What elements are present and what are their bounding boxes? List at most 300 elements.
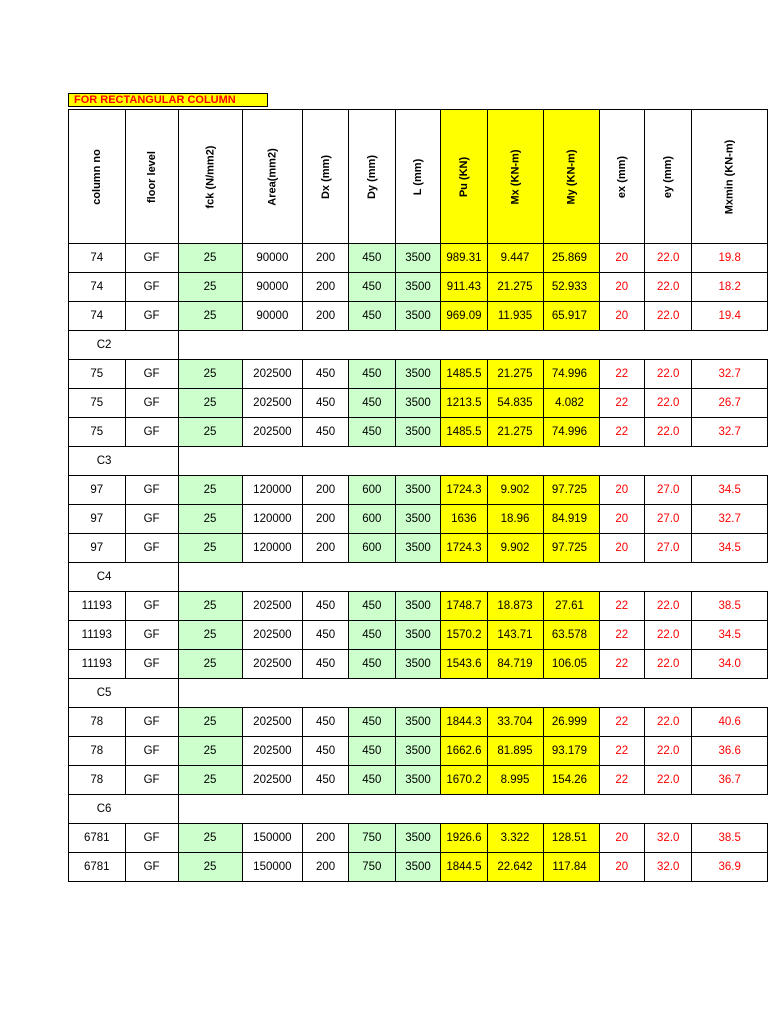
header-label: column no — [90, 148, 103, 205]
cell-ex[interactable]: 20 — [599, 824, 645, 853]
cell-column-no[interactable]: 75 — [69, 418, 126, 447]
header-floor-level[interactable] — [125, 110, 178, 244]
cell-mxmin[interactable]: 26.7 — [692, 389, 768, 418]
cell-my[interactable]: 128.51 — [543, 824, 599, 853]
empty-cell — [645, 563, 692, 592]
empty-cell — [645, 679, 692, 708]
cell-floor-level[interactable]: GF — [125, 418, 178, 447]
group-label-cell[interactable]: C6 — [69, 795, 126, 824]
cell-floor-level[interactable]: GF — [125, 708, 178, 737]
cell-mxmin[interactable]: 18.2 — [692, 273, 768, 302]
cell-mxmin[interactable]: 19.8 — [692, 244, 768, 273]
empty-cell — [487, 331, 543, 360]
cell-column-no[interactable]: 78 — [69, 708, 126, 737]
group-label-row — [69, 563, 768, 592]
cell-dx[interactable]: 200 — [303, 853, 349, 882]
cell-column-no[interactable]: 74 — [69, 244, 126, 273]
cell-floor-level[interactable]: GF — [125, 360, 178, 389]
table-row — [69, 360, 768, 389]
cell-length[interactable]: 3500 — [395, 273, 441, 302]
cell-dy[interactable]: 450 — [349, 389, 396, 418]
cell-dx[interactable]: 450 — [303, 360, 349, 389]
cell-mxmin[interactable]: 38.5 — [692, 824, 768, 853]
empty-cell — [178, 331, 242, 360]
header-label: My (KN-m) — [565, 149, 577, 204]
empty-cell[interactable] — [125, 679, 178, 708]
empty-cell — [395, 795, 441, 824]
cell-mx[interactable]: 21.275 — [487, 273, 543, 302]
cell-ex[interactable]: 20 — [599, 302, 645, 331]
cell-fck[interactable]: 25 — [178, 273, 242, 302]
cell-floor-level[interactable]: GF — [125, 650, 178, 679]
cell-dx[interactable]: 450 — [303, 389, 349, 418]
cell-mxmin[interactable]: 34.5 — [692, 534, 768, 563]
cell-dy[interactable]: 750 — [349, 853, 396, 882]
empty-cell — [303, 795, 349, 824]
cell-area[interactable]: 202500 — [242, 418, 303, 447]
cell-mx[interactable]: 9.902 — [487, 476, 543, 505]
cell-column-no[interactable]: 97 — [69, 476, 126, 505]
cell-fck[interactable]: 25 — [178, 476, 242, 505]
cell-pu[interactable]: 1213.5 — [441, 389, 487, 418]
cell-fck[interactable]: 25 — [178, 360, 242, 389]
cell-dx[interactable]: 200 — [303, 534, 349, 563]
cell-pu[interactable]: 1844.5 — [441, 853, 487, 882]
cell-mx[interactable]: 9.902 — [487, 534, 543, 563]
empty-cell — [178, 795, 242, 824]
cell-mxmin[interactable]: 19.4 — [692, 302, 768, 331]
cell-dy[interactable]: 450 — [349, 302, 396, 331]
cell-my[interactable]: 65.917 — [543, 302, 599, 331]
cell-floor-level[interactable]: GF — [125, 592, 178, 621]
cell-mxmin[interactable]: 34.5 — [692, 476, 768, 505]
header-pu[interactable] — [441, 110, 487, 244]
cell-ey[interactable]: 22.0 — [645, 418, 692, 447]
cell-my[interactable]: 97.725 — [543, 476, 599, 505]
cell-mx[interactable]: 22.642 — [487, 853, 543, 882]
cell-dx[interactable]: 200 — [303, 244, 349, 273]
cell-pu[interactable]: 1748.7 — [441, 592, 487, 621]
cell-length[interactable]: 3500 — [395, 389, 441, 418]
cell-mxmin[interactable]: 38.5 — [692, 592, 768, 621]
cell-length[interactable]: 3500 — [395, 476, 441, 505]
cell-dy[interactable]: 450 — [349, 592, 396, 621]
cell-length[interactable]: 3500 — [395, 766, 441, 795]
cell-ey[interactable]: 22.0 — [645, 389, 692, 418]
cell-area[interactable]: 202500 — [242, 650, 303, 679]
empty-cell — [543, 679, 599, 708]
cell-ex[interactable]: 22 — [599, 360, 645, 389]
cell-floor-level[interactable]: GF — [125, 621, 178, 650]
cell-dx[interactable]: 200 — [303, 505, 349, 534]
group-label-row — [69, 795, 768, 824]
header-my[interactable] — [543, 110, 599, 244]
cell-mxmin[interactable]: 34.0 — [692, 650, 768, 679]
empty-cell — [543, 447, 599, 476]
cell-my[interactable]: 4.082 — [543, 389, 599, 418]
header-dx[interactable] — [303, 110, 349, 244]
cell-fck[interactable]: 25 — [178, 244, 242, 273]
cell-ey[interactable]: 22.0 — [645, 708, 692, 737]
cell-floor-level[interactable]: GF — [125, 853, 178, 882]
cell-mxmin[interactable]: 36.6 — [692, 737, 768, 766]
cell-dx[interactable]: 200 — [303, 273, 349, 302]
cell-mxmin[interactable]: 36.9 — [692, 853, 768, 882]
cell-ex[interactable]: 20 — [599, 505, 645, 534]
cell-floor-level[interactable]: GF — [125, 273, 178, 302]
cell-mx[interactable]: 8.995 — [487, 766, 543, 795]
cell-mxmin[interactable]: 36.7 — [692, 766, 768, 795]
cell-mx[interactable]: 21.275 — [487, 360, 543, 389]
empty-cell — [692, 679, 768, 708]
cell-dy[interactable]: 450 — [349, 418, 396, 447]
header-label: fck (N/mm2) — [204, 145, 217, 208]
cell-pu[interactable]: 1570.2 — [441, 621, 487, 650]
cell-ey[interactable]: 22.0 — [645, 273, 692, 302]
cell-area[interactable]: 202500 — [242, 389, 303, 418]
cell-dy[interactable]: 450 — [349, 244, 396, 273]
empty-cell — [645, 795, 692, 824]
cell-my[interactable]: 52.933 — [543, 273, 599, 302]
cell-dx[interactable]: 450 — [303, 621, 349, 650]
cell-column-no[interactable]: 75 — [69, 389, 126, 418]
cell-fck[interactable]: 25 — [178, 853, 242, 882]
empty-cell — [242, 679, 303, 708]
cell-my[interactable]: 26.999 — [543, 708, 599, 737]
cell-column-no[interactable]: 74 — [69, 273, 126, 302]
cell-length[interactable]: 3500 — [395, 592, 441, 621]
cell-area[interactable]: 202500 — [242, 592, 303, 621]
header-row — [69, 110, 768, 244]
cell-column-no[interactable]: 74 — [69, 302, 126, 331]
cell-ey[interactable]: 22.0 — [645, 766, 692, 795]
cell-area[interactable]: 202500 — [242, 621, 303, 650]
cell-mx[interactable]: 9.447 — [487, 244, 543, 273]
cell-ey[interactable]: 22.0 — [645, 360, 692, 389]
table-row — [69, 737, 768, 766]
empty-cell — [599, 679, 645, 708]
cell-mx[interactable]: 81.895 — [487, 737, 543, 766]
cell-ey[interactable]: 27.0 — [645, 505, 692, 534]
cell-dy[interactable]: 450 — [349, 737, 396, 766]
empty-cell — [395, 679, 441, 708]
cell-ey[interactable]: 22.0 — [645, 302, 692, 331]
cell-ex[interactable]: 22 — [599, 389, 645, 418]
cell-floor-level[interactable]: GF — [125, 476, 178, 505]
empty-cell[interactable] — [125, 447, 178, 476]
cell-column-no[interactable]: 97 — [69, 505, 126, 534]
cell-my[interactable]: 93.179 — [543, 737, 599, 766]
cell-pu[interactable]: 1724.3 — [441, 476, 487, 505]
cell-pu[interactable]: 969.09 — [441, 302, 487, 331]
cell-length[interactable]: 3500 — [395, 302, 441, 331]
empty-cell — [599, 563, 645, 592]
cell-my[interactable]: 74.996 — [543, 418, 599, 447]
cell-ex[interactable]: 22 — [599, 737, 645, 766]
header-mxmin[interactable] — [692, 110, 768, 244]
cell-mx[interactable]: 54.835 — [487, 389, 543, 418]
empty-cell — [692, 563, 768, 592]
cell-area[interactable]: 90000 — [242, 302, 303, 331]
cell-dx[interactable]: 450 — [303, 418, 349, 447]
cell-mx[interactable]: 3.322 — [487, 824, 543, 853]
cell-fck[interactable]: 25 — [178, 708, 242, 737]
header-fck[interactable] — [178, 110, 242, 244]
table-row — [69, 476, 768, 505]
empty-cell — [645, 331, 692, 360]
cell-fck[interactable]: 25 — [178, 302, 242, 331]
empty-cell[interactable] — [125, 331, 178, 360]
empty-cell — [441, 679, 487, 708]
cell-my[interactable]: 25.869 — [543, 244, 599, 273]
cell-my[interactable]: 74.996 — [543, 360, 599, 389]
empty-cell — [692, 795, 768, 824]
cell-dy[interactable]: 450 — [349, 273, 396, 302]
cell-my[interactable]: 117.84 — [543, 853, 599, 882]
table-row — [69, 505, 768, 534]
cell-pu[interactable]: 1662.6 — [441, 737, 487, 766]
cell-mxmin[interactable]: 34.5 — [692, 621, 768, 650]
empty-cell — [395, 563, 441, 592]
cell-pu[interactable]: 1724.3 — [441, 534, 487, 563]
cell-ey[interactable]: 27.0 — [645, 534, 692, 563]
table-row — [69, 302, 768, 331]
group-label-cell[interactable]: C2 — [69, 331, 126, 360]
cell-my[interactable]: 97.725 — [543, 534, 599, 563]
cell-dy[interactable]: 450 — [349, 766, 396, 795]
cell-column-no[interactable]: 97 — [69, 534, 126, 563]
cell-column-no[interactable]: 6781 — [69, 824, 126, 853]
cell-ey[interactable]: 22.0 — [645, 592, 692, 621]
cell-my[interactable]: 27.61 — [543, 592, 599, 621]
cell-pu[interactable]: 1670.2 — [441, 766, 487, 795]
empty-cell — [303, 679, 349, 708]
cell-dy[interactable]: 600 — [349, 476, 396, 505]
cell-pu[interactable]: 1844.3 — [441, 708, 487, 737]
cell-floor-level[interactable]: GF — [125, 505, 178, 534]
empty-cell — [303, 331, 349, 360]
cell-fck[interactable]: 25 — [178, 737, 242, 766]
cell-pu[interactable]: 1543.6 — [441, 650, 487, 679]
cell-area[interactable]: 120000 — [242, 476, 303, 505]
cell-my[interactable]: 154.26 — [543, 766, 599, 795]
cell-column-no[interactable]: 6781 — [69, 853, 126, 882]
cell-dx[interactable]: 450 — [303, 766, 349, 795]
cell-ex[interactable]: 20 — [599, 244, 645, 273]
empty-cell — [645, 447, 692, 476]
empty-cell — [441, 795, 487, 824]
cell-dx[interactable]: 450 — [303, 737, 349, 766]
empty-cell — [178, 563, 242, 592]
cell-column-no[interactable]: 11193 — [69, 592, 126, 621]
header-dy[interactable] — [349, 110, 396, 244]
cell-ex[interactable]: 22 — [599, 766, 645, 795]
cell-ey[interactable]: 32.0 — [645, 824, 692, 853]
cell-mx[interactable]: 33.704 — [487, 708, 543, 737]
header-ex[interactable] — [599, 110, 645, 244]
cell-pu[interactable]: 911.43 — [441, 273, 487, 302]
cell-pu[interactable]: 1485.5 — [441, 418, 487, 447]
cell-length[interactable]: 3500 — [395, 650, 441, 679]
cell-ex[interactable]: 22 — [599, 592, 645, 621]
empty-cell[interactable] — [125, 563, 178, 592]
cell-dy[interactable]: 450 — [349, 360, 396, 389]
cell-dy[interactable]: 600 — [349, 505, 396, 534]
cell-area[interactable]: 202500 — [242, 737, 303, 766]
cell-dy[interactable]: 450 — [349, 650, 396, 679]
cell-ey[interactable]: 22.0 — [645, 650, 692, 679]
cell-mx[interactable]: 143.71 — [487, 621, 543, 650]
cell-length[interactable]: 3500 — [395, 418, 441, 447]
cell-mx[interactable]: 18.96 — [487, 505, 543, 534]
cell-area[interactable]: 150000 — [242, 824, 303, 853]
header-column-no[interactable] — [69, 110, 126, 244]
cell-my[interactable]: 63.578 — [543, 621, 599, 650]
group-label-cell[interactable]: C5 — [69, 679, 126, 708]
cell-floor-level[interactable]: GF — [125, 534, 178, 563]
empty-cell — [441, 447, 487, 476]
cell-floor-level[interactable]: GF — [125, 766, 178, 795]
header-label: ey (mm) — [662, 155, 675, 198]
cell-fck[interactable]: 25 — [178, 389, 242, 418]
cell-dy[interactable]: 600 — [349, 534, 396, 563]
empty-cell — [242, 447, 303, 476]
empty-cell — [349, 795, 396, 824]
cell-pu[interactable]: 989.31 — [441, 244, 487, 273]
cell-mxmin[interactable]: 32.7 — [692, 360, 768, 389]
cell-length[interactable]: 3500 — [395, 737, 441, 766]
group-label-row — [69, 331, 768, 360]
column-design-table — [68, 109, 768, 882]
cell-ex[interactable]: 22 — [599, 708, 645, 737]
cell-length[interactable]: 3500 — [395, 621, 441, 650]
cell-mx[interactable]: 21.275 — [487, 418, 543, 447]
cell-pu[interactable]: 1485.5 — [441, 360, 487, 389]
cell-fck[interactable]: 25 — [178, 824, 242, 853]
empty-cell — [349, 447, 396, 476]
empty-cell — [395, 331, 441, 360]
cell-length[interactable]: 3500 — [395, 708, 441, 737]
cell-mxmin[interactable]: 32.7 — [692, 505, 768, 534]
cell-dy[interactable]: 450 — [349, 708, 396, 737]
sheet-title: FOR RECTANGULAR COLUMN — [68, 93, 268, 107]
cell-dx[interactable]: 200 — [303, 476, 349, 505]
table-body — [69, 244, 768, 882]
cell-dx[interactable]: 450 — [303, 592, 349, 621]
cell-mx[interactable]: 18.873 — [487, 592, 543, 621]
cell-ex[interactable]: 20 — [599, 273, 645, 302]
header-mx[interactable] — [487, 110, 543, 244]
table-row — [69, 621, 768, 650]
cell-floor-level[interactable]: GF — [125, 389, 178, 418]
cell-area[interactable]: 150000 — [242, 853, 303, 882]
header-ey[interactable] — [645, 110, 692, 244]
cell-fck[interactable]: 25 — [178, 766, 242, 795]
cell-column-no[interactable]: 78 — [69, 766, 126, 795]
cell-mxmin[interactable]: 32.7 — [692, 418, 768, 447]
empty-cell — [349, 679, 396, 708]
cell-floor-level[interactable]: GF — [125, 824, 178, 853]
header-label: ex (mm) — [615, 155, 628, 198]
cell-column-no[interactable]: 75 — [69, 360, 126, 389]
cell-length[interactable]: 3500 — [395, 853, 441, 882]
cell-mx[interactable]: 84.719 — [487, 650, 543, 679]
cell-area[interactable]: 90000 — [242, 244, 303, 273]
header-area[interactable] — [242, 110, 303, 244]
cell-ex[interactable]: 22 — [599, 621, 645, 650]
cell-ey[interactable]: 27.0 — [645, 476, 692, 505]
cell-dy[interactable]: 750 — [349, 824, 396, 853]
cell-my[interactable]: 84.919 — [543, 505, 599, 534]
empty-cell — [395, 447, 441, 476]
cell-length[interactable]: 3500 — [395, 244, 441, 273]
cell-ey[interactable]: 22.0 — [645, 737, 692, 766]
cell-ex[interactable]: 22 — [599, 650, 645, 679]
cell-my[interactable]: 106.05 — [543, 650, 599, 679]
cell-dx[interactable]: 200 — [303, 302, 349, 331]
cell-dx[interactable]: 450 — [303, 650, 349, 679]
cell-fck[interactable]: 25 — [178, 592, 242, 621]
cell-column-no[interactable]: 11193 — [69, 650, 126, 679]
cell-area[interactable]: 120000 — [242, 534, 303, 563]
cell-area[interactable]: 90000 — [242, 273, 303, 302]
cell-ex[interactable]: 20 — [599, 853, 645, 882]
cell-fck[interactable]: 25 — [178, 621, 242, 650]
cell-ex[interactable]: 20 — [599, 534, 645, 563]
cell-mx[interactable]: 11.935 — [487, 302, 543, 331]
cell-fck[interactable]: 25 — [178, 418, 242, 447]
empty-cell[interactable] — [125, 795, 178, 824]
cell-length[interactable]: 3500 — [395, 360, 441, 389]
cell-ey[interactable]: 22.0 — [645, 621, 692, 650]
cell-length[interactable]: 3500 — [395, 824, 441, 853]
cell-floor-level[interactable]: GF — [125, 244, 178, 273]
cell-dx[interactable]: 200 — [303, 824, 349, 853]
cell-area[interactable]: 202500 — [242, 708, 303, 737]
empty-cell — [349, 563, 396, 592]
cell-mxmin[interactable]: 40.6 — [692, 708, 768, 737]
header-label: Dy (mm) — [365, 154, 378, 199]
cell-fck[interactable]: 25 — [178, 650, 242, 679]
cell-dx[interactable]: 450 — [303, 708, 349, 737]
cell-fck[interactable]: 25 — [178, 534, 242, 563]
cell-ey[interactable]: 22.0 — [645, 244, 692, 273]
cell-fck[interactable]: 25 — [178, 505, 242, 534]
header-label: Mx (KN-m) — [509, 149, 521, 204]
cell-length[interactable]: 3500 — [395, 505, 441, 534]
header-label: Mxmin (KN-m) — [723, 139, 736, 214]
cell-area[interactable]: 202500 — [242, 360, 303, 389]
empty-cell — [242, 795, 303, 824]
cell-ex[interactable]: 20 — [599, 476, 645, 505]
cell-area[interactable]: 120000 — [242, 505, 303, 534]
cell-floor-level[interactable]: GF — [125, 302, 178, 331]
cell-dy[interactable]: 450 — [349, 621, 396, 650]
cell-column-no[interactable]: 78 — [69, 737, 126, 766]
cell-column-no[interactable]: 11193 — [69, 621, 126, 650]
cell-pu[interactable]: 1926.6 — [441, 824, 487, 853]
cell-area[interactable]: 202500 — [242, 766, 303, 795]
header-length[interactable] — [395, 110, 441, 244]
cell-ey[interactable]: 32.0 — [645, 853, 692, 882]
group-label-cell[interactable]: C4 — [69, 563, 126, 592]
cell-floor-level[interactable]: GF — [125, 737, 178, 766]
cell-pu[interactable]: 1636 — [441, 505, 487, 534]
group-label-cell[interactable]: C3 — [69, 447, 126, 476]
cell-length[interactable]: 3500 — [395, 534, 441, 563]
cell-ex[interactable]: 22 — [599, 418, 645, 447]
table-row — [69, 389, 768, 418]
